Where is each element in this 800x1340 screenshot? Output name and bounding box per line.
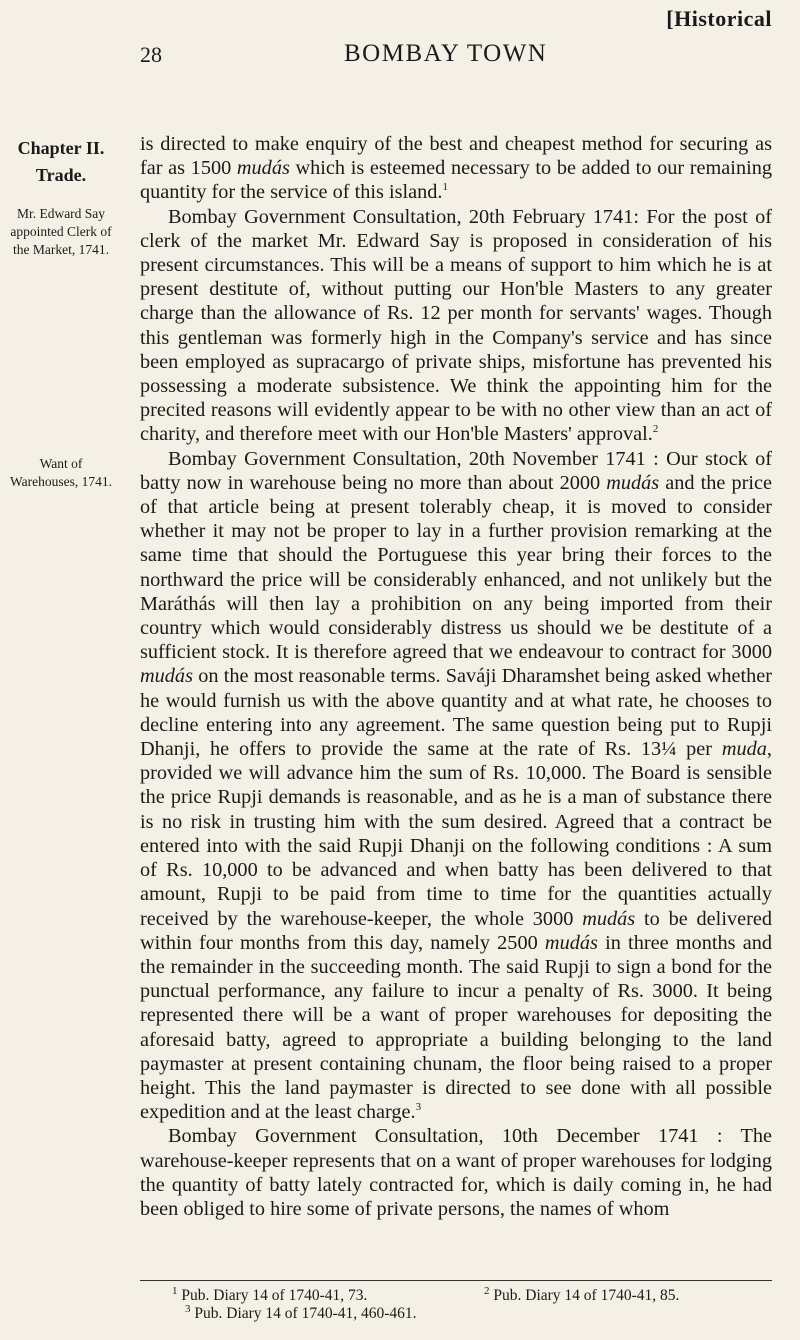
paragraph-2 xyxy=(140,205,772,447)
footnote-ref: 1 xyxy=(442,181,448,194)
text-run: , provided we will advance him the sum of Rs. 10,000. The Board is sensible the price Rupji demands is reasonable, and as he is a man of substance there is no risk in trusting him with the sum desired. Agreed that a contract be entered into with the said Rupji Dhanji on the following conditions : A sum of Rs. 10,000 to be advanced and when batty has been delivered to that amount, Rupji to be paid from time to time for the quantities actually received by the warehouse-keeper, the whole 3000 xyxy=(140,738,772,930)
text-run: Bombay Government Consultation, 20th November 1741 : Our stock of batty now in warehouse being no more than about 2000 xyxy=(140,447,772,494)
italic-term: mudás xyxy=(236,157,290,180)
footnote-mark: 3 xyxy=(185,1302,191,1315)
running-title: BOMBAY TOWN xyxy=(344,40,548,67)
italic-term: mudás xyxy=(140,665,193,688)
series-label: [Historical xyxy=(666,6,772,31)
paragraph-3 xyxy=(140,447,772,1125)
text-run: on the most reasonable terms. Saváji Dharamshet being asked whether he would furnish us with the above quantity and at what rate, he chooses to decline entering into any agreement. The same question being put to Rupji Dhanji, he offers to provide the same at the rate of Rs. 13¼ per xyxy=(140,665,772,761)
italic-term: mudás xyxy=(544,931,598,954)
text-run: Bombay Government Consultation, 20th February 1741: For the post of clerk of the market Mr. Edward Say is proposed in consideration of his present circumstances. This will be a means of support to him which he is at present destitute of, without putting our Hon'ble Masters to any greater charge than the allowance of Rs. 12 per month for servants' wages. Though this gentleman was formerly high in the Company's service and has since been employed as supracargo of private ships, misfortune has prevented his possessing a moderate subsistence. We think the appointing him for the precited reasons will evidently appear to be with no other view than an act of charity, and therefore meet with our Hon'ble Masters' approval. xyxy=(140,205,772,446)
text-run: which is esteemed necessary to be added to our remaining quantity for the service of this island. xyxy=(140,157,772,204)
footnote-3 xyxy=(185,1302,417,1323)
text-run: and the price of that article being at present tolerably cheap, it is moved to consider whether it may not be proper to lay in a further provision remarking at the same time that should the Portuguese this year bring their forces to the northward the price will be considerably enhanced, and not unlikely but the Maráthás will then lay a prohibition on any being imported from their country which would considerably distress us should we be destitute of a sufficient stock. It is therefore agreed that we endeavour to contract for 3000 xyxy=(140,471,772,664)
italic-term: mudás xyxy=(582,907,636,930)
footnote-rule xyxy=(140,1280,772,1281)
text-run: to be delivered within four months from this day, namely 2500 xyxy=(140,907,772,954)
footnote-ref: 2 xyxy=(652,423,659,436)
margin-note-say: Mr. Edward Say appointed Clerk of the Market, 1741. xyxy=(10,206,112,257)
italic-term: muda xyxy=(721,738,767,761)
footnote-mark: 2 xyxy=(484,1284,490,1297)
footnote-text: Pub. Diary 14 of 1740-41, 85. xyxy=(493,1287,680,1304)
margin-section: Trade. xyxy=(35,165,87,185)
text-run: is directed to make enquiry of the best and cheapest method for securing as far as 1500 xyxy=(140,133,772,180)
footnote-text: Pub. Diary 14 of 1740-41, 460-461. xyxy=(194,1305,417,1322)
body-text xyxy=(140,132,772,1221)
margin-note-want: Want of Warehouses, 1741. xyxy=(9,456,112,489)
footnote-ref: 3 xyxy=(415,1101,422,1114)
footnote-text: Pub. Diary 14 of 1740-41, 73. xyxy=(181,1287,368,1304)
footnote-1 xyxy=(172,1284,368,1305)
margin-chapter: Chapter II. xyxy=(17,138,105,158)
text-run: in three months and the remainder in the succeeding month. The said Rupji to sign a bond for the punctual performance, any failure to incur a penalty of Rs. 3000. It being represented there will be a want of proper warehouses for depositing the aforesaid batty, agreed to appropriate a building belonging to the land paymaster at present containing chunam, the floor being raised to a proper height. This the land paymaster is directed to see done with all possible expedition and at the least charge. xyxy=(140,931,772,1124)
paragraph-1 xyxy=(140,132,772,205)
text-run: Bombay Government Consultation, 10th December 1741 : The warehouse-keeper represents that on a want of proper warehouses for lodging the quantity of batty lately contracted for, which is daily coming in, he had been obliged to hire some of private persons, the names of whom xyxy=(140,1125,772,1220)
page-number: 28 xyxy=(140,42,162,67)
paragraph-4 xyxy=(140,1124,772,1221)
italic-term: mudás xyxy=(606,471,660,494)
footnote-mark: 1 xyxy=(172,1284,178,1297)
footnote-2 xyxy=(484,1284,680,1305)
